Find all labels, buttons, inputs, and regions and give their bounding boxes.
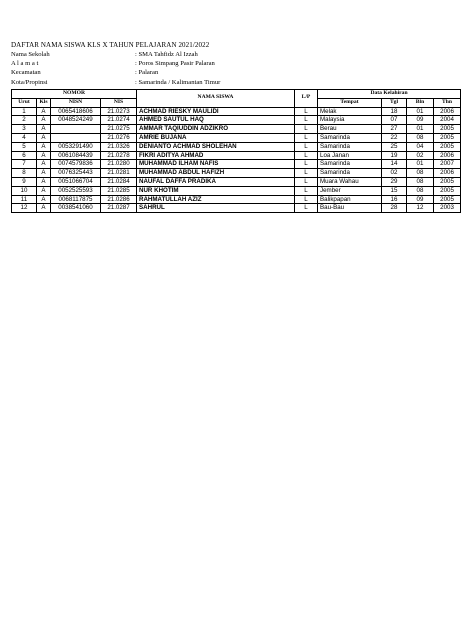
- cell-tgl: 14: [382, 160, 407, 169]
- cell-thn: 2005: [434, 125, 461, 134]
- info-label: Nama Sekolah: [11, 51, 50, 58]
- cell-thn: 2006: [434, 169, 461, 178]
- document-title: DAFTAR NAMA SISWA KLS X TAHUN PELAJARAN 2021/2022: [11, 41, 210, 49]
- table-row: [12, 195, 461, 204]
- cell-nisn: 0068117875: [51, 195, 101, 204]
- school-info: [11, 50, 220, 87]
- cell-thn: 2005: [434, 177, 461, 186]
- cell-nis: 21.0273: [101, 107, 137, 116]
- cell-urut: 2: [12, 116, 37, 125]
- cell-urut: 5: [12, 142, 37, 151]
- cell-kls: A: [37, 125, 51, 134]
- cell-nis: 21.0287: [101, 204, 137, 213]
- cell-tgl: 22: [382, 133, 407, 142]
- cell-kls: A: [37, 107, 51, 116]
- cell-tempat: Samarinda: [318, 133, 382, 142]
- cell-thn: 2005: [434, 142, 461, 151]
- cell-lp: L: [295, 107, 318, 116]
- info-value: : Poros Simpang Pasir Palaran: [135, 60, 215, 68]
- cell-tgl: 15: [382, 186, 407, 195]
- cell-bln: 08: [407, 169, 434, 178]
- header-nis: NIS: [101, 98, 137, 107]
- cell-nama-siswa: AMRIE BUJANA: [137, 133, 295, 142]
- cell-nis: 21.0274: [101, 116, 137, 125]
- cell-bln: 12: [407, 204, 434, 213]
- cell-tempat: Loa Janan: [318, 151, 382, 160]
- cell-urut: 3: [12, 125, 37, 134]
- cell-tgl: 28: [382, 204, 407, 213]
- cell-thn: 2003: [434, 204, 461, 213]
- cell-tempat: Balikpapan: [318, 195, 382, 204]
- cell-tempat: Bau-Bau: [318, 204, 382, 213]
- cell-bln: 08: [407, 186, 434, 195]
- cell-urut: 8: [12, 169, 37, 178]
- header-data-kelahiran: Data Kelahiran: [318, 90, 461, 99]
- cell-nama-siswa: ACHMAD RIESKY MAULIDI: [137, 107, 295, 116]
- cell-kls: A: [37, 195, 51, 204]
- cell-tempat: Berau: [318, 125, 382, 134]
- cell-thn: 2005: [434, 195, 461, 204]
- cell-bln: 02: [407, 151, 434, 160]
- cell-thn: 2007: [434, 160, 461, 169]
- student-table: [11, 89, 461, 213]
- cell-tgl: 25: [382, 142, 407, 151]
- cell-nis: 21.0280: [101, 160, 137, 169]
- table-row: [12, 177, 461, 186]
- cell-tgl: 19: [382, 151, 407, 160]
- cell-kls: A: [37, 169, 51, 178]
- cell-nama-siswa: MUHAMMAD ABDUL HAFIZH: [137, 169, 295, 178]
- info-value: : Samarinda / Kalimantan Timur: [135, 78, 221, 86]
- info-label: Kecamatan: [11, 69, 41, 77]
- header-tgl: Tgl: [382, 98, 407, 107]
- cell-bln: 01: [407, 107, 434, 116]
- cell-lp: L: [295, 151, 318, 160]
- cell-tempat: Jember: [318, 186, 382, 195]
- cell-nama-siswa: NUR KHOTIM: [137, 186, 295, 195]
- cell-nis: 21.0281: [101, 169, 137, 178]
- cell-nis: 21.0278: [101, 151, 137, 160]
- cell-kls: A: [37, 133, 51, 142]
- header-bln: Bln: [407, 98, 434, 107]
- table-row: [12, 204, 461, 213]
- cell-urut: 11: [12, 195, 37, 204]
- cell-bln: 08: [407, 133, 434, 142]
- header-lp: L/P: [295, 90, 318, 108]
- cell-lp: L: [295, 116, 318, 125]
- cell-lp: L: [295, 160, 318, 169]
- cell-nisn: 0053291490: [51, 142, 101, 151]
- cell-tempat: Samarinda: [318, 142, 382, 151]
- table-row: [12, 133, 461, 142]
- header-tempat: Tempat: [318, 98, 382, 107]
- cell-lp: L: [295, 125, 318, 134]
- cell-nisn: 0076325443: [51, 169, 101, 178]
- cell-kls: A: [37, 116, 51, 125]
- cell-nama-siswa: RAHMATULLAH AZIZ: [137, 195, 295, 204]
- cell-nisn: 0051066704: [51, 177, 101, 186]
- cell-kls: A: [37, 142, 51, 151]
- header-nisn: NISN: [51, 98, 101, 107]
- cell-nis: 21.0276: [101, 133, 137, 142]
- cell-lp: L: [295, 169, 318, 178]
- cell-bln: 04: [407, 142, 434, 151]
- table-row: [12, 107, 461, 116]
- table-row: [12, 151, 461, 160]
- table-row: [12, 160, 461, 169]
- cell-urut: 10: [12, 186, 37, 195]
- cell-kls: A: [37, 204, 51, 213]
- cell-kls: A: [37, 151, 51, 160]
- cell-nisn: 0038541060: [51, 204, 101, 213]
- cell-nama-siswa: FIKRI ADITYA AHMAD: [137, 151, 295, 160]
- cell-nisn: [51, 133, 101, 142]
- cell-nis: 21.0326: [101, 142, 137, 151]
- cell-tempat: Samarinda: [318, 169, 382, 178]
- info-value: : SMA Tahfidz Al Izzah: [135, 51, 198, 58]
- cell-tgl: 16: [382, 195, 407, 204]
- cell-bln: 01: [407, 125, 434, 134]
- cell-urut: 1: [12, 107, 37, 116]
- cell-nisn: 0074579836: [51, 160, 101, 169]
- cell-urut: 7: [12, 160, 37, 169]
- cell-kls: A: [37, 186, 51, 195]
- cell-bln: 09: [407, 195, 434, 204]
- cell-urut: 12: [12, 204, 37, 213]
- cell-tempat: Melak: [318, 107, 382, 116]
- cell-nama-siswa: NAUFAL DAFFA PRADIKA: [137, 177, 295, 186]
- cell-kls: A: [37, 160, 51, 169]
- cell-tempat: Malaysia: [318, 116, 382, 125]
- cell-nama-siswa: MUHAMMAD ILHAM NAFIS: [137, 160, 295, 169]
- cell-urut: 6: [12, 151, 37, 160]
- cell-bln: 09: [407, 116, 434, 125]
- cell-tempat: Muara Wahau: [318, 177, 382, 186]
- info-row: [11, 68, 220, 77]
- cell-lp: L: [295, 177, 318, 186]
- cell-nisn: 0061084439: [51, 151, 101, 160]
- cell-nis: 21.0285: [101, 186, 137, 195]
- info-label: A l a m a t: [11, 60, 39, 68]
- info-row: [11, 78, 220, 87]
- cell-nis: 21.0286: [101, 195, 137, 204]
- info-row: [11, 59, 220, 68]
- cell-lp: L: [295, 142, 318, 151]
- table-row: [12, 125, 461, 134]
- cell-thn: 2005: [434, 133, 461, 142]
- cell-nama-siswa: AHMED SAUTUL HAQ: [137, 116, 295, 125]
- cell-tgl: 27: [382, 125, 407, 134]
- header-urut: Urut: [12, 98, 37, 107]
- cell-urut: 9: [12, 177, 37, 186]
- header-thn: Thn: [434, 98, 461, 107]
- cell-lp: L: [295, 195, 318, 204]
- cell-tgl: 29: [382, 177, 407, 186]
- info-label: Kota/Propinsi: [11, 78, 48, 86]
- info-row: [11, 50, 220, 59]
- cell-nis: 21.0275: [101, 125, 137, 134]
- table-row: [12, 169, 461, 178]
- cell-tgl: 07: [382, 116, 407, 125]
- cell-thn: 2005: [434, 186, 461, 195]
- cell-urut: 4: [12, 133, 37, 142]
- header-nama-siswa: NAMA SISWA: [137, 90, 295, 108]
- cell-bln: 08: [407, 177, 434, 186]
- cell-nisn: 0065418606: [51, 107, 101, 116]
- cell-kls: A: [37, 177, 51, 186]
- cell-thn: 2006: [434, 107, 461, 116]
- info-value: : Palaran: [135, 69, 159, 77]
- header-kls: Kls: [37, 98, 51, 107]
- cell-lp: L: [295, 204, 318, 213]
- cell-lp: L: [295, 186, 318, 195]
- cell-lp: L: [295, 133, 318, 142]
- cell-nisn: [51, 125, 101, 134]
- cell-nama-siswa: DENIANTO ACHMAD SHOLEHAN: [137, 142, 295, 151]
- cell-bln: 01: [407, 160, 434, 169]
- table-row: [12, 186, 461, 195]
- table-row: [12, 142, 461, 151]
- table-row: [12, 116, 461, 125]
- cell-nama-siswa: AMMAR TAQIUDDIN ADZIKRO: [137, 125, 295, 134]
- cell-tgl: 18: [382, 107, 407, 116]
- cell-nisn: 0048524249: [51, 116, 101, 125]
- cell-nis: 21.0284: [101, 177, 137, 186]
- cell-nisn: 0052525593: [51, 186, 101, 195]
- cell-tempat: Samarinda: [318, 160, 382, 169]
- cell-tgl: 02: [382, 169, 407, 178]
- header-nomor: NOMOR: [12, 90, 137, 99]
- cell-thn: 2004: [434, 116, 461, 125]
- cell-nama-siswa: SAHRUL: [137, 204, 295, 213]
- cell-thn: 2006: [434, 151, 461, 160]
